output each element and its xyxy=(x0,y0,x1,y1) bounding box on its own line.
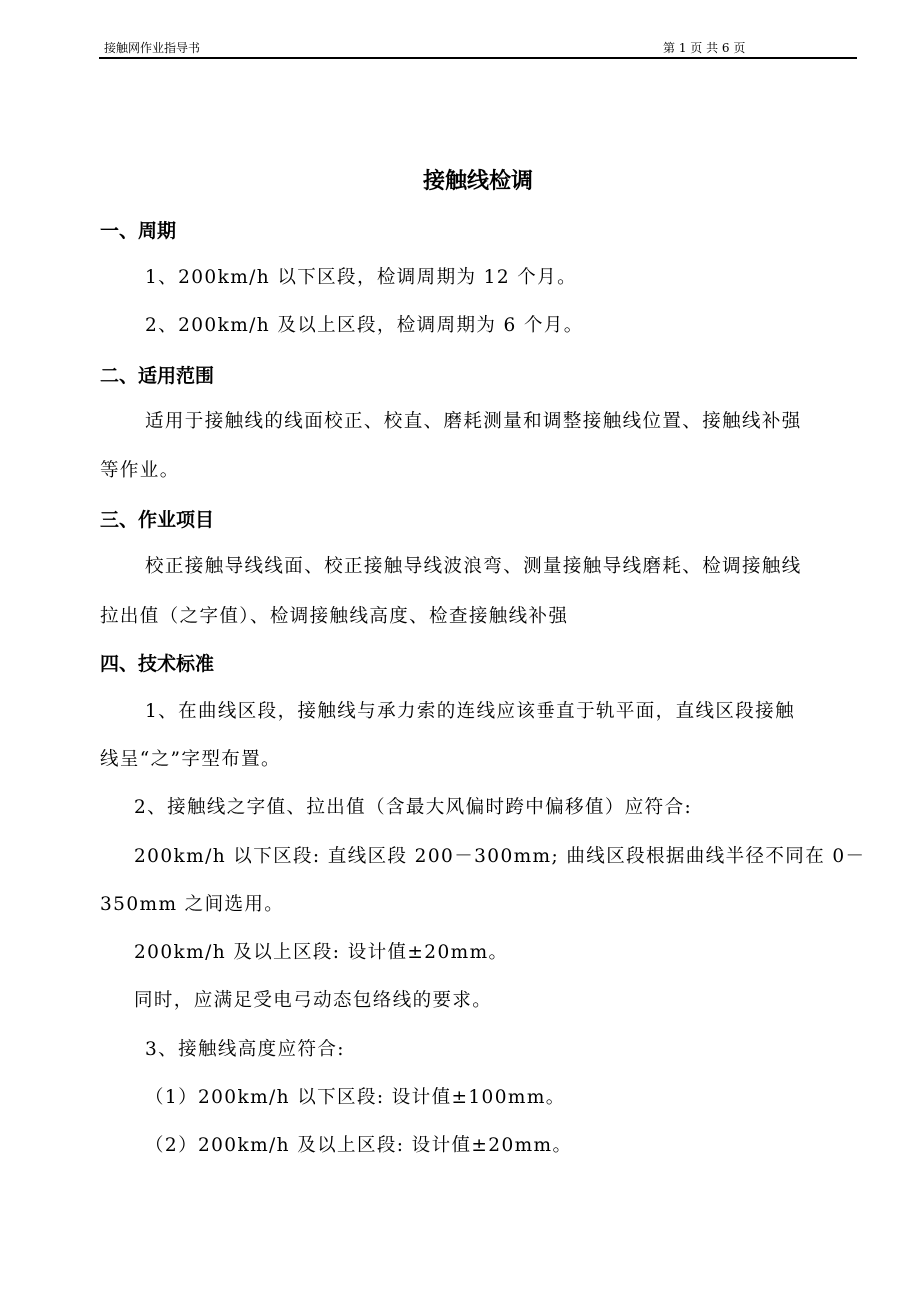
paragraph-line: 2、200km/h 及以上区段，检调周期为 6 个月。 xyxy=(145,315,584,336)
paragraph-line: （2）200km/h 及以上区段: 设计值±20mm。 xyxy=(145,1135,573,1156)
paragraph-line: 等作业。 xyxy=(100,460,180,481)
paragraph-line: （1）200km/h 以下区段: 设计值±100mm。 xyxy=(145,1087,566,1108)
paragraph-line: 1、200km/h 以下区段，检调周期为 12 个月。 xyxy=(145,267,577,288)
paragraph-line: 拉出值（之字值）、检调接触线高度、检查接触线补强 xyxy=(100,606,569,627)
section-heading-work-items: 三、作业项目 xyxy=(100,509,215,531)
paragraph-line: 校正接触导线线面、校正接触导线波浪弯、测量接触导线磨耗、检调接触线 xyxy=(145,556,802,577)
section-heading-period: 一、周期 xyxy=(100,220,177,242)
paragraph-line: 同时，应满足受电弓动态包络线的要求。 xyxy=(134,990,493,1011)
paragraph-line: 1、在曲线区段，接触线与承力索的连线应该垂直于轨平面，直线区段接触 xyxy=(145,701,795,722)
paragraph-line: 线呈“之”字型布置。 xyxy=(100,749,281,770)
paragraph-line: 200km/h 及以上区段: 设计值±20mm。 xyxy=(134,942,509,963)
paragraph-line: 3、接触线高度应符合: xyxy=(145,1039,345,1060)
header-page-number: 第 1 页 共 6 页 xyxy=(663,41,746,55)
paragraph-line: 适用于接触线的线面校正、校直、磨耗测量和调整接触线位置、接触线补强 xyxy=(145,411,802,432)
section-heading-scope: 二、适用范围 xyxy=(100,365,215,387)
paragraph-line: 350mm 之间选用。 xyxy=(100,894,285,915)
paragraph-line: 200km/h 以下区段: 直线区段 200－300mm; 曲线区段根据曲线半径不同在 0－ xyxy=(134,846,866,867)
page-title: 接触线检调 xyxy=(422,169,533,194)
paragraph-line: 2、接触线之字值、拉出值（含最大风偏时跨中偏移值）应符合: xyxy=(134,797,693,818)
header-rule xyxy=(99,57,857,59)
section-heading-tech-standards: 四、技术标准 xyxy=(100,653,215,675)
header-doc-title: 接触网作业指导书 xyxy=(104,41,201,55)
